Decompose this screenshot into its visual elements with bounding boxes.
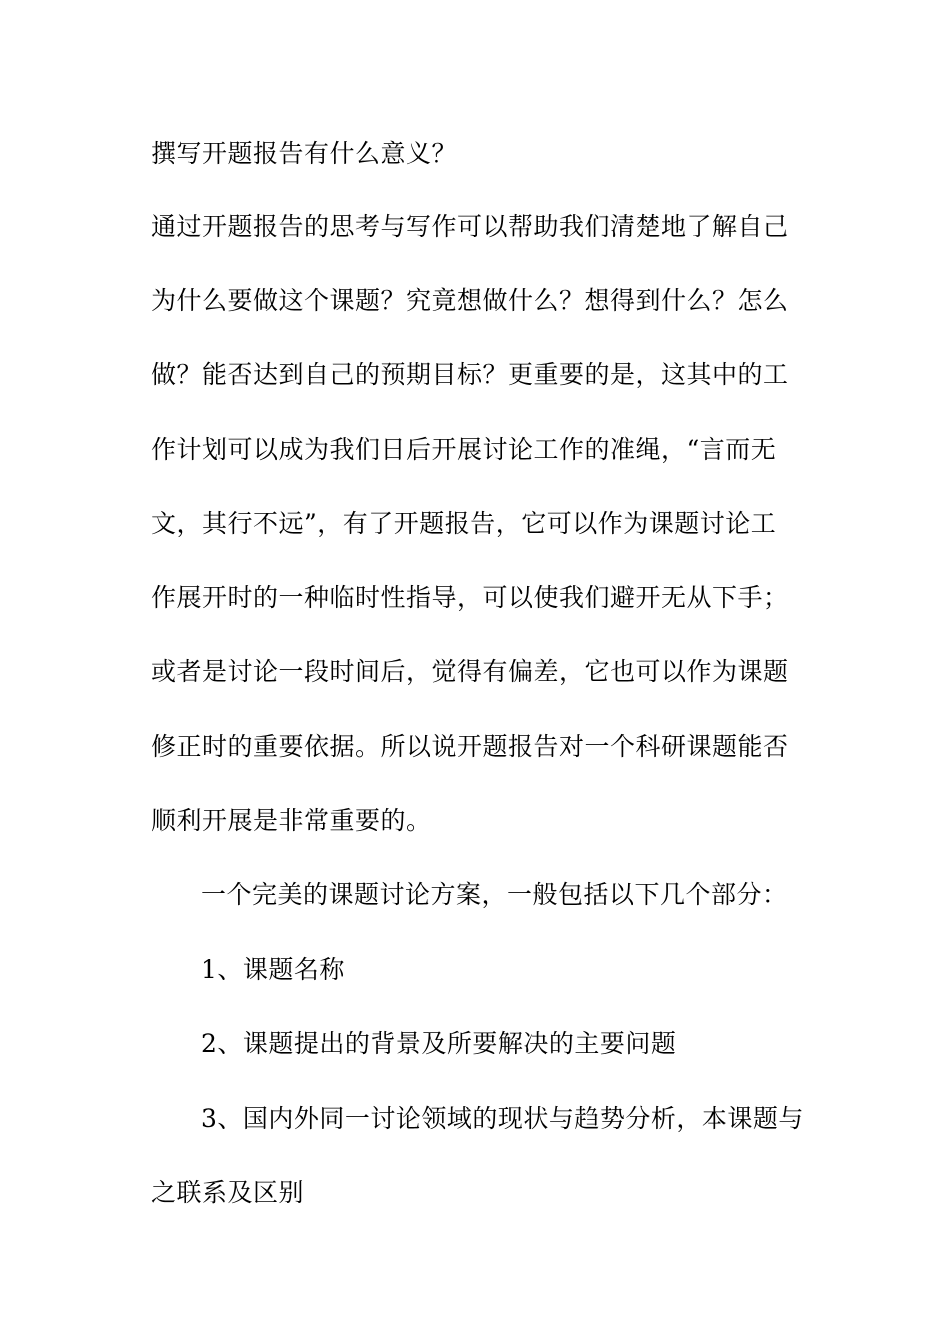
list-item: 3、国内外同一讨论领域的现状与趋势分析，本课题与 [201,1104,804,1133]
paragraph-line: 顺利开展是非常重要的。 [151,806,432,835]
paragraph-line: 通过开题报告的思考与写作可以帮助我们清楚地了解自己 [151,212,789,241]
list-item: 1、课题名称 [201,955,345,984]
paragraph-line: 为什么要做这个课题？究竟想做什么？想得到什么？怎么 [151,286,789,315]
list-item: 2、课题提出的背景及所要解决的主要问题 [201,1029,677,1058]
document-heading: 撰写开题报告有什么意义？ [151,139,458,168]
section-intro: 一个完美的课题讨论方案，一般包括以下几个部分： [201,880,788,909]
paragraph-line: 或者是讨论一段时间后，觉得有偏差，它也可以作为课题 [151,657,789,686]
paragraph-line: 修正时的重要依据。所以说开题报告对一个科研课题能否 [151,732,789,761]
paragraph-line: 作计划可以成为我们日后开展讨论工作的准绳，“言而无 [151,435,777,464]
paragraph-line: 作展开时的一种临时性指导，可以使我们避开无从下手； [151,583,789,612]
paragraph-line: 文，其行不远”，有了开题报告，它可以作为课题讨论工 [151,509,777,538]
list-item-continuation: 之联系及区别 [151,1178,305,1207]
paragraph-line: 做？能否达到自己的预期目标？更重要的是，这其中的工 [151,360,789,389]
